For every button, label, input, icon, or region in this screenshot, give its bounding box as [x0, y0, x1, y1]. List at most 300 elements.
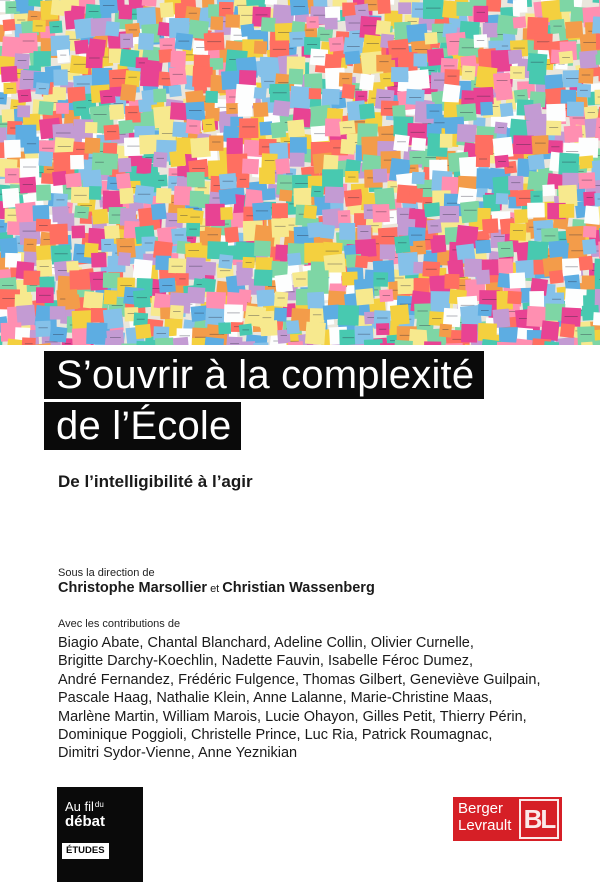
- sticky-note: [411, 137, 426, 151]
- sticky-note: [375, 20, 391, 36]
- sticky-note: [320, 224, 335, 239]
- sticky-note: [51, 0, 66, 16]
- sticky-note: [254, 240, 271, 256]
- sticky-note: [290, 153, 305, 167]
- sticky-note: [19, 177, 36, 194]
- sticky-note: [41, 173, 54, 184]
- sticky-note: [2, 109, 15, 123]
- book-title-line-2: de l’École: [44, 402, 241, 450]
- sticky-note: [476, 270, 490, 285]
- sticky-note: [109, 104, 124, 120]
- sticky-note: [154, 293, 172, 309]
- direction-label: Sous la direction de: [58, 567, 155, 579]
- sticky-note: [174, 186, 192, 206]
- sticky-note: [290, 0, 309, 16]
- sticky-note: [160, 2, 174, 18]
- sticky-note: [584, 205, 600, 224]
- sticky-note: [1, 66, 18, 82]
- sticky-note: [338, 305, 360, 326]
- sticky-note: [513, 16, 527, 28]
- sticky-note: [595, 54, 600, 65]
- sticky-note: [582, 239, 597, 255]
- sticky-note: [341, 84, 355, 99]
- sticky-note: [118, 158, 132, 173]
- sticky-note: [376, 55, 391, 72]
- sticky-note: [579, 155, 594, 169]
- sticky-note: [274, 274, 292, 293]
- sticky-note: [391, 67, 409, 82]
- sticky-note: [49, 224, 68, 245]
- sticky-note: [155, 337, 174, 345]
- sticky-note: [134, 185, 154, 204]
- sticky-note: [239, 118, 258, 138]
- sticky-note: [170, 305, 184, 319]
- sticky-note: [238, 103, 253, 117]
- sticky-note: [238, 289, 251, 303]
- sticky-note: [496, 193, 509, 205]
- sticky-note: [270, 122, 286, 139]
- sticky-note: [322, 169, 343, 187]
- sticky-note: [408, 69, 430, 90]
- sticky-note: [492, 176, 510, 196]
- sticky-note: [70, 155, 84, 170]
- sticky-note: [273, 100, 291, 117]
- sticky-note: [476, 153, 490, 168]
- sticky-note: [125, 106, 141, 123]
- sticky-note: [242, 159, 259, 175]
- sticky-note: [286, 320, 300, 334]
- sticky-note: [427, 219, 442, 234]
- book-title-line-1: S’ouvrir à la complexité: [44, 351, 484, 399]
- publisher-name-line-2: Levrault: [458, 817, 512, 834]
- sticky-note: [138, 33, 154, 50]
- sticky-note: [169, 150, 186, 167]
- sticky-note: [224, 227, 239, 243]
- sticky-note: [541, 320, 560, 341]
- sticky-note: [52, 87, 66, 100]
- book-subtitle: De l’intelligibilité à l’agir: [58, 472, 253, 491]
- sticky-note: [394, 235, 410, 253]
- sticky-note: [203, 262, 216, 276]
- contributors-line: Pascale Haag, Nathalie Klein, Anne Lalanne, Marie-Christine Maas,: [58, 690, 493, 707]
- sticky-note: [562, 258, 581, 276]
- sticky-note: [190, 137, 211, 158]
- sticky-note: [593, 0, 600, 3]
- sticky-note: [23, 238, 36, 252]
- sticky-note: [235, 84, 257, 106]
- publisher-name-line-1: Berger: [458, 800, 504, 817]
- sticky-note: [274, 292, 288, 308]
- sticky-note: [151, 203, 167, 220]
- sticky-note: [236, 270, 252, 286]
- contributors-line: Dominique Poggioli, Christelle Prince, Luc Ria, Patrick Roumagnac,: [58, 727, 493, 744]
- sticky-note: [287, 253, 301, 266]
- sticky-note: [83, 291, 104, 309]
- sticky-note: [546, 121, 561, 136]
- editor-name: Christian Wassenberg: [222, 580, 375, 596]
- sticky-note: [5, 168, 20, 183]
- sticky-note: [567, 102, 584, 117]
- sticky-note: [187, 172, 205, 188]
- sticky-note: [272, 203, 288, 218]
- sticky-note: [380, 244, 395, 259]
- sticky-note: [19, 33, 38, 54]
- sticky-note: [84, 138, 100, 155]
- sticky-note: [103, 124, 119, 140]
- contributors-list: [58, 634, 541, 763]
- sticky-note: [104, 153, 119, 169]
- sticky-note: [288, 69, 303, 85]
- sticky-note: [191, 305, 208, 321]
- sticky-note: [423, 0, 444, 19]
- sticky-note: [550, 19, 566, 34]
- sticky-note: [170, 51, 186, 68]
- sticky-note: [513, 0, 528, 13]
- sticky-note: [35, 321, 51, 337]
- sticky-note: [478, 323, 497, 341]
- sticky-note: [120, 33, 133, 48]
- sticky-note: [140, 66, 160, 87]
- sticky-note: [495, 84, 513, 101]
- sticky-note: [105, 21, 120, 37]
- contributors-line: Biagio Abate, Chantal Blanchard, Adeline Collin, Olivier Curnelle,: [58, 635, 474, 651]
- sticky-note: [372, 204, 390, 223]
- sticky-note: [444, 274, 459, 289]
- sticky-note: [473, 34, 487, 48]
- sticky-note: [583, 226, 597, 238]
- sticky-note: [373, 169, 388, 183]
- sticky-note: [355, 255, 368, 268]
- sticky-note: [377, 0, 391, 14]
- sticky-note: [153, 89, 166, 103]
- publisher-logo: [453, 797, 562, 841]
- sticky-note: [209, 135, 223, 150]
- sticky-note: [528, 154, 545, 170]
- sticky-note: [329, 272, 341, 283]
- sticky-note: [310, 308, 325, 323]
- sticky-note: [493, 137, 514, 159]
- sticky-note: [256, 289, 275, 306]
- sticky-note: [220, 207, 233, 220]
- sticky-note: [156, 188, 172, 204]
- sticky-note: [592, 16, 600, 36]
- contributors-line: Dimitri Sydor-Vienne, Anne Yeznikian: [58, 745, 298, 762]
- sticky-note: [560, 0, 575, 12]
- sticky-note: [218, 322, 231, 334]
- sticky-note: [135, 324, 151, 339]
- editors: [58, 580, 375, 596]
- sticky-note: [99, 0, 118, 14]
- sticky-note: [578, 137, 598, 157]
- sticky-note: [594, 193, 600, 208]
- sticky-note: [23, 270, 40, 285]
- sticky-note: [38, 101, 53, 115]
- sticky-note: [89, 186, 101, 200]
- sticky-note: [596, 33, 600, 49]
- sticky-note: [359, 73, 374, 90]
- sticky-note: [325, 54, 342, 69]
- sticky-note: [530, 191, 542, 204]
- sticky-note: [345, 51, 361, 65]
- sticky-note: [305, 322, 326, 345]
- sticky-note: [189, 191, 204, 207]
- sticky-note: [225, 14, 240, 27]
- sticky-note: [359, 103, 375, 119]
- sticky-note: [440, 134, 453, 148]
- sticky-note: [265, 0, 278, 5]
- sticky-note: [227, 138, 243, 154]
- sticky-note: [185, 101, 205, 121]
- sticky-note: [120, 84, 137, 102]
- sticky-note: [398, 2, 411, 14]
- sticky-note: [17, 105, 30, 117]
- editor-joiner: et: [210, 583, 220, 595]
- sticky-note: [138, 99, 152, 112]
- sticky-note: [4, 140, 21, 158]
- sticky-note: [457, 124, 477, 143]
- sticky-note: [373, 272, 388, 287]
- sticky-note: [71, 225, 85, 238]
- sticky-note: [355, 288, 374, 305]
- sticky-note: [593, 312, 600, 326]
- contributors-line: Brigitte Darchy-Koechlin, Nadette Fauvin, Isabelle Féroc Dumez,: [58, 653, 474, 670]
- sticky-note: [275, 158, 290, 174]
- contributors-line: Marlène Martin, William Marois, Lucie Ohayon, Gilles Petit, Thierry Périn,: [58, 708, 527, 725]
- sticky-note: [559, 204, 574, 218]
- sticky-note: [462, 65, 476, 80]
- sticky-note: [486, 0, 501, 12]
- sticky-note: [290, 86, 311, 109]
- sticky-note: [439, 324, 452, 338]
- sticky-note: [231, 213, 246, 229]
- sticky-note: [50, 306, 66, 319]
- sticky-note: [169, 66, 187, 86]
- sticky-note: [579, 50, 599, 69]
- sticky-notes-image: [0, 0, 600, 345]
- sticky-note: [73, 100, 90, 117]
- sticky-note: [119, 188, 134, 204]
- sticky-note: [456, 2, 472, 16]
- sticky-note: [252, 202, 272, 221]
- sticky-note: [36, 184, 51, 201]
- sticky-note: [254, 269, 273, 286]
- sticky-note: [340, 139, 355, 155]
- sticky-note: [397, 278, 414, 294]
- sticky-note: [86, 50, 103, 68]
- sticky-note: [175, 33, 194, 51]
- cover-photo: [0, 0, 600, 345]
- sticky-note: [507, 291, 521, 304]
- sticky-note: [56, 103, 69, 114]
- sticky-note: [237, 174, 250, 188]
- sticky-note: [173, 337, 189, 345]
- sticky-note: [187, 287, 205, 304]
- sticky-note: [412, 172, 425, 185]
- sticky-note: [32, 205, 49, 221]
- editor-name: Christophe Marsollier: [58, 580, 208, 596]
- sticky-note: [424, 32, 437, 44]
- sticky-note: [133, 290, 151, 309]
- sticky-note: [104, 225, 120, 239]
- sticky-note: [224, 304, 243, 322]
- sticky-note: [424, 202, 441, 217]
- sticky-note: [497, 273, 511, 288]
- publisher-monogram: BL: [519, 799, 559, 839]
- sticky-note: [424, 341, 441, 345]
- sticky-note: [52, 171, 67, 186]
- series-name-line-2: débat: [65, 813, 106, 830]
- sticky-note: [69, 270, 90, 290]
- sticky-note: [57, 49, 70, 63]
- sticky-note: [322, 89, 340, 105]
- sticky-note: [176, 273, 189, 285]
- sticky-note: [271, 218, 289, 237]
- sticky-note: [475, 135, 493, 155]
- sticky-note: [205, 91, 218, 103]
- sticky-note: [186, 223, 200, 237]
- sticky-note: [49, 21, 62, 34]
- sticky-note: [65, 173, 82, 188]
- sticky-note: [253, 102, 268, 117]
- sticky-note: [531, 135, 549, 155]
- sticky-note: [210, 16, 223, 30]
- sticky-note: [24, 137, 40, 154]
- sticky-note: [529, 291, 544, 307]
- sticky-note: [583, 192, 596, 207]
- sticky-note: [192, 66, 213, 87]
- sticky-note: [529, 69, 547, 85]
- sticky-note: [38, 151, 53, 166]
- sticky-note: [17, 89, 31, 103]
- sticky-note: [558, 153, 579, 176]
- sticky-note: [118, 252, 131, 266]
- sticky-note: [36, 245, 52, 262]
- sticky-note: [239, 341, 255, 345]
- sticky-note: [65, 294, 80, 309]
- sticky-note: [582, 275, 595, 289]
- sticky-note: [274, 308, 287, 322]
- sticky-note: [338, 210, 351, 224]
- sticky-note: [141, 236, 156, 251]
- sticky-note: [430, 237, 446, 253]
- sticky-note: [500, 103, 514, 117]
- sticky-note: [254, 87, 267, 99]
- sticky-note: [393, 134, 410, 151]
- sticky-note: [304, 243, 323, 263]
- sticky-note: [475, 240, 491, 254]
- sticky-note: [325, 118, 341, 136]
- sticky-note: [357, 225, 371, 240]
- sticky-note: [578, 68, 593, 84]
- sticky-note: [514, 209, 528, 223]
- sticky-note: [509, 272, 525, 288]
- sticky-note: [116, 173, 131, 190]
- sticky-note: [3, 19, 16, 31]
- sticky-note: [325, 186, 345, 203]
- sticky-note: [560, 323, 575, 338]
- sticky-note: [118, 120, 133, 134]
- sticky-note: [287, 119, 305, 137]
- sticky-note: [186, 119, 201, 134]
- sticky-note: [461, 324, 477, 343]
- sticky-note: [85, 122, 98, 133]
- sticky-note: [480, 102, 493, 116]
- sticky-note: [218, 254, 233, 269]
- sticky-note: [136, 157, 152, 174]
- sticky-note: [508, 49, 523, 64]
- sticky-note: [510, 223, 527, 241]
- sticky-note: [33, 51, 50, 66]
- sticky-note: [133, 259, 153, 280]
- sticky-note: [546, 104, 566, 122]
- series-name-line-1: Au fil$^{du}$: [65, 799, 104, 814]
- sticky-note: [323, 155, 339, 171]
- sticky-note: [380, 343, 396, 345]
- contributors-line: André Fernandez, Frédéric Fulgence, Thomas Gilbert, Geneviève Guilpain,: [58, 671, 541, 688]
- sticky-note: [240, 24, 254, 37]
- sticky-note: [303, 205, 317, 219]
- sticky-note: [474, 6, 489, 23]
- contributions-label: Avec les contributions de: [58, 618, 181, 630]
- sticky-note: [86, 323, 107, 345]
- sticky-note: [498, 258, 513, 274]
- sticky-note: [16, 0, 29, 11]
- sticky-note: [306, 16, 319, 28]
- sticky-note: [101, 239, 114, 252]
- sticky-note: [260, 320, 278, 336]
- sticky-note: [104, 290, 118, 305]
- sticky-note: [53, 69, 68, 85]
- sticky-note: [309, 88, 321, 99]
- sticky-note: [92, 209, 109, 225]
- sticky-note: [169, 85, 182, 98]
- sticky-note: [202, 118, 216, 132]
- sticky-note: [142, 0, 158, 7]
- sticky-note: [413, 53, 427, 66]
- sticky-note: [279, 189, 292, 201]
- sticky-note: [342, 3, 357, 17]
- sticky-note: [390, 304, 410, 325]
- sticky-note: [442, 84, 461, 104]
- series-logo: [57, 787, 143, 882]
- sticky-note: [91, 252, 107, 267]
- sticky-note: [293, 188, 311, 207]
- sticky-note: [578, 172, 595, 189]
- sticky-note: [497, 241, 514, 258]
- sticky-note: [579, 256, 594, 271]
- sticky-note: [70, 5, 85, 20]
- series-tag: ÉTUDES: [62, 843, 109, 859]
- sticky-note: [254, 41, 268, 55]
- sticky-note: [527, 202, 545, 217]
- sticky-note: [262, 188, 276, 200]
- sticky-note: [482, 218, 499, 233]
- sticky-note: [323, 305, 340, 320]
- sticky-note: [219, 188, 237, 205]
- sticky-note: [339, 223, 355, 240]
- sticky-note: [52, 206, 69, 222]
- sticky-note: [261, 17, 276, 32]
- sticky-note: [290, 137, 307, 154]
- sticky-note: [409, 188, 423, 203]
- sticky-note: [325, 18, 338, 30]
- sticky-note: [259, 167, 275, 184]
- sticky-note: [549, 270, 564, 284]
- sticky-note: [153, 152, 168, 168]
- sticky-note: [119, 4, 133, 19]
- sticky-note: [542, 184, 555, 196]
- sticky-note: [20, 158, 39, 178]
